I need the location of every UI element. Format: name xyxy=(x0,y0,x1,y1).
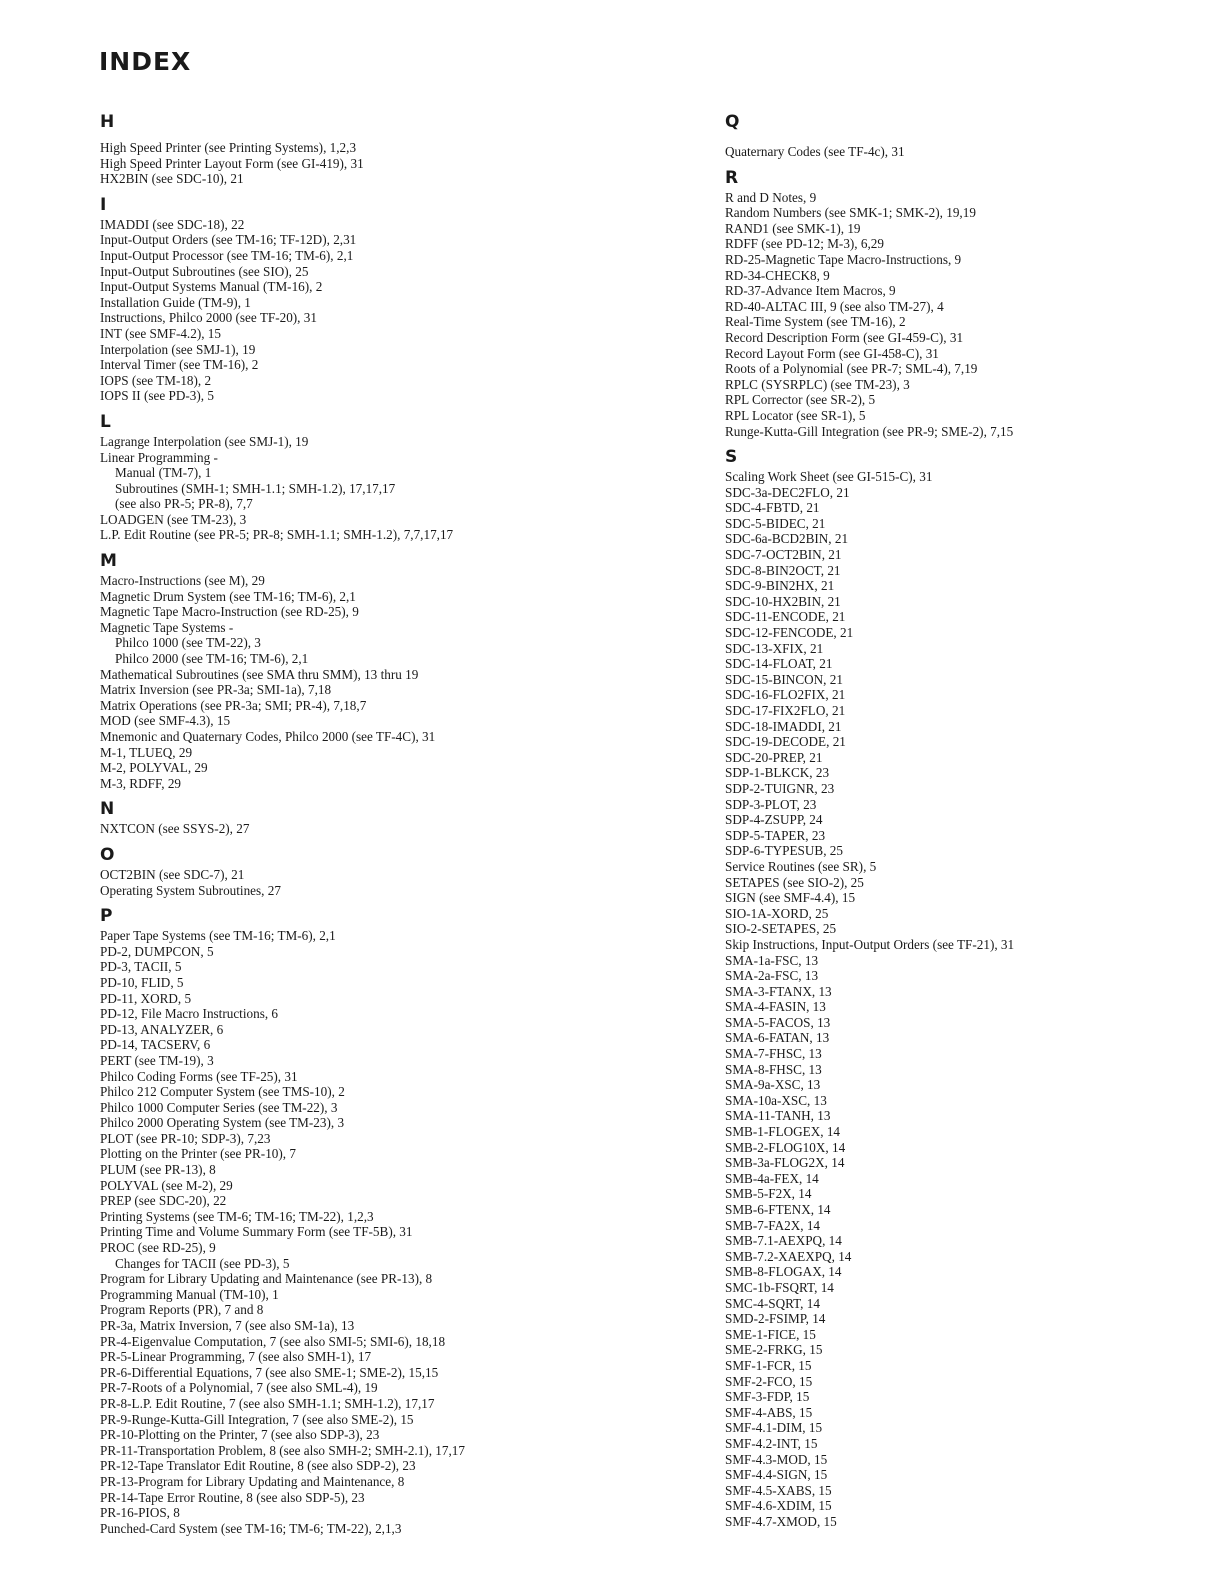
index-entry: Magnetic Tape Systems - xyxy=(100,619,234,635)
index-entry: Manual (TM-7), 1 xyxy=(115,465,212,481)
index-entry: HX2BIN (see SDC-10), 21 xyxy=(100,171,244,187)
index-entry: SMF-4.4-SIGN, 15 xyxy=(725,1467,828,1483)
index-section-h-entries xyxy=(100,140,700,187)
index-entry: Punched-Card System (see TM-16; TM-6; TM-22), 2,1,3 xyxy=(100,1520,402,1536)
index-entry: SDC-4-FBTD, 21 xyxy=(725,500,820,516)
section-letter-s: S xyxy=(725,447,738,468)
index-entry: M-2, POLYVAL, 29 xyxy=(100,760,208,776)
index-entry: PERT (see TM-19), 3 xyxy=(100,1052,214,1068)
index-entry: Philco 212 Computer System (see TMS-10), 2 xyxy=(100,1084,345,1100)
index-entry: MOD (see SMF-4.3), 15 xyxy=(100,713,231,729)
index-entry: SDC-3a-DEC2FLO, 21 xyxy=(725,484,850,500)
index-entry: PD-2, DUMPCON, 5 xyxy=(100,943,214,959)
index-entry: SDP-3-PLOT, 23 xyxy=(725,796,817,812)
index-entry: PR-10-Plotting on the Printer, 7 (see also SDP-3), 23 xyxy=(100,1427,380,1443)
index-section-l-entries xyxy=(100,434,700,543)
index-entry: SDP-6-TYPESUB, 25 xyxy=(725,843,843,859)
index-entry: PD-12, File Macro Instructions, 6 xyxy=(100,1006,279,1022)
index-entry: Service Routines (see SR), 5 xyxy=(725,858,877,874)
index-entry: SME-1-FICE, 15 xyxy=(725,1326,816,1342)
index-entry: PLOT (see PR-10; SDP-3), 7,23 xyxy=(100,1130,271,1146)
index-entry: SDC-5-BIDEC, 21 xyxy=(725,515,826,531)
index-entry: PR-6-Differential Equations, 7 (see also SME-1; SME-2), 15,15 xyxy=(100,1364,439,1380)
index-entry: LOADGEN (see TM-23), 3 xyxy=(100,511,247,527)
index-entry: SMA-1a-FSC, 13 xyxy=(725,952,819,968)
index-entry: SDC-14-FLOAT, 21 xyxy=(725,656,833,672)
index-entry: Programming Manual (TM-10), 1 xyxy=(100,1286,279,1302)
index-entry: SMC-4-SQRT, 14 xyxy=(725,1295,820,1311)
index-entry: Record Description Form (see GI-459-C), 31 xyxy=(725,329,964,345)
section-letter-o: O xyxy=(100,844,115,865)
index-entry: SDC-12-FENCODE, 21 xyxy=(725,625,854,641)
index-entry: SDC-8-BIN2OCT, 21 xyxy=(725,562,841,578)
index-entry: SMA-5-FACOS, 13 xyxy=(725,1014,831,1030)
index-entry: SDC-16-FLO2FIX, 21 xyxy=(725,687,846,703)
index-section-i-entries xyxy=(100,217,700,404)
index-entry: SMF-4.5-XABS, 15 xyxy=(725,1482,832,1498)
index-entry: PD-13, ANALYZER, 6 xyxy=(100,1021,224,1037)
index-entry: RD-40-ALTAC III, 9 (see also TM-27), 4 xyxy=(725,298,944,314)
index-entry: SIO-2-SETAPES, 25 xyxy=(725,921,837,937)
section-letter-h: H xyxy=(100,112,115,132)
index-section-n-entries xyxy=(100,821,700,837)
index-entry: Installation Guide (TM-9), 1 xyxy=(100,294,251,310)
index-entry: SMB-2-FLOG10X, 14 xyxy=(725,1139,846,1155)
index-entry: SMB-8-FLOGAX, 14 xyxy=(725,1264,842,1280)
index-entry: POLYVAL (see M-2), 29 xyxy=(100,1177,233,1193)
index-entry: INT (see SMF-4.2), 15 xyxy=(100,325,221,341)
index-entry: SDP-2-TUIGNR, 23 xyxy=(725,780,835,796)
index-entry: SMF-2-FCO, 15 xyxy=(725,1373,813,1389)
index-entry: SDC-7-OCT2BIN, 21 xyxy=(725,547,842,563)
index-entry: PREP (see SDC-20), 22 xyxy=(100,1193,227,1209)
index-entry: Input-Output Subroutines (see SIO), 25 xyxy=(100,263,309,279)
index-entry: PR-7-Roots of a Polynomial, 7 (see also SML-4), 19 xyxy=(100,1380,378,1396)
index-entry: Interval Timer (see TM-16), 2 xyxy=(100,357,259,373)
index-entry: PD-11, XORD, 5 xyxy=(100,990,192,1006)
index-entry: SMB-4a-FEX, 14 xyxy=(725,1170,819,1186)
index-entry: PR-5-Linear Programming, 7 (see also SMH-1), 17 xyxy=(100,1349,372,1365)
index-entry: SETAPES (see SIO-2), 25 xyxy=(725,874,864,890)
index-entry: Printing Systems (see TM-6; TM-16; TM-22), 1,2,3 xyxy=(100,1208,374,1224)
index-entry: SMA-4-FASIN, 13 xyxy=(725,999,826,1015)
index-entry: PR-4-Eigenvalue Computation, 7 (see also SMI-5; SMI-6), 18,18 xyxy=(100,1333,446,1349)
index-entry: IMADDI (see SDC-18), 22 xyxy=(100,216,245,232)
index-entry: Quaternary Codes (see TF-4c), 31 xyxy=(725,144,905,159)
index-entry: High Speed Printer Layout Form (see GI-419), 31 xyxy=(100,155,364,171)
section-letter-l: L xyxy=(100,411,111,432)
index-entry: R and D Notes, 9 xyxy=(725,189,817,205)
index-entry: Roots of a Polynomial (see PR-7; SML-4), 7,19 xyxy=(725,361,978,377)
index-entry: Input-Output Orders (see TM-16; TF-12D), 2,31 xyxy=(100,232,357,248)
index-section-r-entries xyxy=(725,190,1205,440)
index-entry: High Speed Printer (see Printing Systems), 1,2,3 xyxy=(100,140,357,155)
index-entry: RPL Corrector (see SR-2), 5 xyxy=(725,392,876,408)
index-entry: SDC-15-BINCON, 21 xyxy=(725,671,843,687)
index-section-o-entries xyxy=(100,867,700,898)
index-section-q-entries xyxy=(725,144,1205,160)
index-entry: SMA-9a-XSC, 13 xyxy=(725,1077,821,1093)
index-entry: SMC-1b-FSQRT, 14 xyxy=(725,1279,834,1295)
index-entry: SMA-6-FATAN, 13 xyxy=(725,1030,830,1046)
index-entry: Magnetic Drum System (see TM-16; TM-6), 2,1 xyxy=(100,588,356,604)
index-entry: SDC-17-FIX2FLO, 21 xyxy=(725,703,846,718)
section-letter-i: I xyxy=(100,194,107,215)
index-entry: Printing Time and Volume Summary Form (see TF-5B), 31 xyxy=(100,1224,413,1240)
index-entry: NXTCON (see SSYS-2), 27 xyxy=(100,821,250,837)
index-entry: SMB-7.1-AEXPQ, 14 xyxy=(725,1233,842,1249)
index-section-s-entries xyxy=(725,469,1205,1529)
index-entry: SMB-7-FA2X, 14 xyxy=(725,1217,821,1233)
index-entry: Program Reports (PR), 7 and 8 xyxy=(100,1302,264,1318)
index-entry: SMF-3-FDP, 15 xyxy=(725,1389,810,1405)
index-entry: SMF-1-FCR, 15 xyxy=(725,1357,812,1373)
index-entry: SMD-2-FSIMP, 14 xyxy=(725,1311,826,1327)
section-letter-n: N xyxy=(100,799,115,820)
index-entry: Runge-Kutta-Gill Integration (see PR-9; SME-2), 7,15 xyxy=(725,423,1014,439)
section-letter-r: R xyxy=(725,167,739,188)
index-entry: SDP-5-TAPER, 23 xyxy=(725,827,826,843)
index-entry: Mnemonic and Quaternary Codes, Philco 2000 (see TF-4C), 31 xyxy=(100,729,436,744)
index-entry: SMF-4.7-XMOD, 15 xyxy=(725,1513,837,1529)
index-entry: PLUM (see PR-13), 8 xyxy=(100,1162,216,1178)
index-entry: SDC-10-HX2BIN, 21 xyxy=(725,593,841,609)
index-entry: PR-14-Tape Error Routine, 8 (see also SDP-5), 23 xyxy=(100,1489,365,1505)
index-entry: Philco 2000 (see TM-16; TM-6), 2,1 xyxy=(115,651,309,667)
index-entry: Paper Tape Systems (see TM-16; TM-6), 2,1 xyxy=(100,928,336,944)
index-entry: RAND1 (see SMK-1), 19 xyxy=(725,220,861,236)
index-entry: Philco 2000 Operating System (see TM-23), 3 xyxy=(100,1115,345,1131)
index-entry: Record Layout Form (see GI-458-C), 31 xyxy=(725,345,939,361)
index-entry: SMA-11-TANH, 13 xyxy=(725,1108,831,1124)
index-entry: SMB-1-FLOGEX, 14 xyxy=(725,1124,841,1140)
index-entry: Input-Output Systems Manual (TM-16), 2 xyxy=(100,279,323,295)
index-entry: SMA-3-FTANX, 13 xyxy=(725,983,832,999)
index-entry: SME-2-FRKG, 15 xyxy=(725,1342,823,1358)
index-entry: M-3, RDFF, 29 xyxy=(100,775,182,791)
index-entry: SDP-4-ZSUPP, 24 xyxy=(725,812,823,828)
index-entry: Linear Programming - xyxy=(100,449,218,465)
index-entry: SIGN (see SMF-4.4), 15 xyxy=(725,890,856,906)
section-letter-q: Q xyxy=(725,112,740,132)
index-entry: Operating System Subroutines, 27 xyxy=(100,882,281,898)
index-entry: RDFF (see PD-12; M-3), 6,29 xyxy=(725,236,884,252)
index-entry: M-1, TLUEQ, 29 xyxy=(100,744,193,760)
index-entry: Real-Time System (see TM-16), 2 xyxy=(725,314,906,330)
index-entry: OCT2BIN (see SDC-7), 21 xyxy=(100,866,245,882)
index-section-m-entries xyxy=(100,573,700,791)
index-entry: PR-11-Transportation Problem, 8 (see also SMH-2; SMH-2.1), 17,17 xyxy=(100,1442,465,1458)
index-entry: PR-3a, Matrix Inversion, 7 (see also SM-1a), 13 xyxy=(100,1318,355,1333)
index-entry: PR-16-PIOS, 8 xyxy=(100,1505,180,1521)
index-entry: RD-34-CHECK8, 9 xyxy=(725,267,830,283)
index-entry: Interpolation (see SMJ-1), 19 xyxy=(100,341,256,357)
index-entry: SDC-19-DECODE, 21 xyxy=(725,734,846,750)
index-entry: L.P. Edit Routine (see PR-5; PR-8; SMH-1.1; SMH-1.2), 7,7,17,17 xyxy=(100,527,454,543)
index-entry: Matrix Inversion (see PR-3a; SMI-1a), 7,18 xyxy=(100,682,332,698)
index-entry: SMB-7.2-XAEXPQ, 14 xyxy=(725,1248,852,1264)
index-entry: Scaling Work Sheet (see GI-515-C), 31 xyxy=(725,469,933,485)
index-entry: Magnetic Tape Macro-Instruction (see RD-25), 9 xyxy=(100,604,359,620)
page-title: INDEX xyxy=(99,46,192,76)
index-entry: PROC (see RD-25), 9 xyxy=(100,1240,216,1256)
index-entry: Skip Instructions, Input-Output Orders (see TF-21), 31 xyxy=(725,936,1015,952)
index-entry: (see also PR-5; PR-8), 7,7 xyxy=(115,496,253,512)
index-entry: Macro-Instructions (see M), 29 xyxy=(100,573,265,589)
index-section-p-entries xyxy=(100,928,700,1536)
index-entry: RD-37-Advance Item Macros, 9 xyxy=(725,283,896,299)
index-entry: PD-10, FLID, 5 xyxy=(100,974,184,990)
index-entry: SDC-13-XFIX, 21 xyxy=(725,640,824,656)
index-entry: Philco Coding Forms (see TF-25), 31 xyxy=(100,1068,298,1084)
index-entry: Subroutines (SMH-1; SMH-1.1; SMH-1.2), 17,17,17 xyxy=(115,480,396,496)
index-entry: PR-8-L.P. Edit Routine, 7 (see also SMH-1.1; SMH-1.2), 17,17 xyxy=(100,1395,435,1411)
index-entry: IOPS II (see PD-3), 5 xyxy=(100,388,214,404)
index-entry: RD-25-Magnetic Tape Macro-Instructions, 9 xyxy=(725,251,962,267)
index-entry: RPLC (SYSRPLC) (see TM-23), 3 xyxy=(725,376,910,392)
index-entry: Lagrange Interpolation (see SMJ-1), 19 xyxy=(100,433,309,449)
index-entry: Random Numbers (see SMK-1; SMK-2), 19,19 xyxy=(725,205,976,221)
index-entry: Instructions, Philco 2000 (see TF-20), 31 xyxy=(100,310,317,326)
index-entry: SMA-2a-FSC, 13 xyxy=(725,968,819,984)
index-entry: Philco 1000 (see TM-22), 3 xyxy=(115,635,261,651)
index-entry: SMF-4.1-DIM, 15 xyxy=(725,1420,823,1436)
index-entry: SMA-7-FHSC, 13 xyxy=(725,1046,822,1062)
index-entry: Program for Library Updating and Maintenance (see PR-13), 8 xyxy=(100,1271,433,1287)
index-entry: Changes for TACII (see PD-3), 5 xyxy=(115,1255,290,1271)
index-entry: SDC-11-ENCODE, 21 xyxy=(725,609,846,625)
index-entry: PR-12-Tape Translator Edit Routine, 8 (see also SDP-2), 23 xyxy=(100,1458,416,1474)
index-entry: SDC-6a-BCD2BIN, 21 xyxy=(725,531,849,547)
index-entry: SDC-20-PREP, 21 xyxy=(725,749,823,765)
index-entry: SDC-18-IMADDI, 21 xyxy=(725,718,842,734)
index-entry: PD-14, TACSERV, 6 xyxy=(100,1037,211,1053)
section-spacer xyxy=(725,134,1205,144)
index-entry: SMF-4.3-MOD, 15 xyxy=(725,1451,828,1467)
index-entry: Plotting on the Printer (see PR-10), 7 xyxy=(100,1146,296,1162)
index-entry: Philco 1000 Computer Series (see TM-22), 3 xyxy=(100,1099,338,1115)
index-entry: SMB-6-FTENX, 14 xyxy=(725,1202,831,1217)
index-entry: Input-Output Processor (see TM-16; TM-6), 2,1 xyxy=(100,247,354,263)
index-entry: SDC-9-BIN2HX, 21 xyxy=(725,578,835,594)
index-entry: SMF-4-ABS, 15 xyxy=(725,1404,813,1420)
index-entry: PR-13-Program for Library Updating and Maintenance, 8 xyxy=(100,1473,405,1489)
index-right-column xyxy=(725,110,1205,1535)
index-entry: SMA-8-FHSC, 13 xyxy=(725,1061,822,1077)
section-letter-p: P xyxy=(100,906,113,927)
index-entry: SIO-1A-XORD, 25 xyxy=(725,905,829,921)
index-entry: Mathematical Subroutines (see SMA thru SMM), 13 thru 19 xyxy=(100,666,419,682)
index-entry: SMF-4.6-XDIM, 15 xyxy=(725,1498,832,1514)
index-entry: SMB-5-F2X, 14 xyxy=(725,1186,812,1202)
index-entry: SMA-10a-XSC, 13 xyxy=(725,1092,827,1108)
index-entry: SMF-4.2-INT, 15 xyxy=(725,1435,818,1451)
index-entry: RPL Locator (see SR-1), 5 xyxy=(725,407,866,423)
index-entry: IOPS (see TM-18), 2 xyxy=(100,372,212,388)
index-entry: PD-3, TACII, 5 xyxy=(100,959,182,975)
index-entry: SMB-3a-FLOG2X, 14 xyxy=(725,1155,845,1171)
index-entry: Matrix Operations (see PR-3a; SMI; PR-4), 7,18,7 xyxy=(100,697,367,713)
section-letter-m: M xyxy=(100,551,117,572)
index-left-column xyxy=(100,110,700,1542)
index-entry: SDP-1-BLKCK, 23 xyxy=(725,765,830,781)
index-entry: PR-9-Runge-Kutta-Gill Integration, 7 (see also SME-2), 15 xyxy=(100,1411,414,1427)
